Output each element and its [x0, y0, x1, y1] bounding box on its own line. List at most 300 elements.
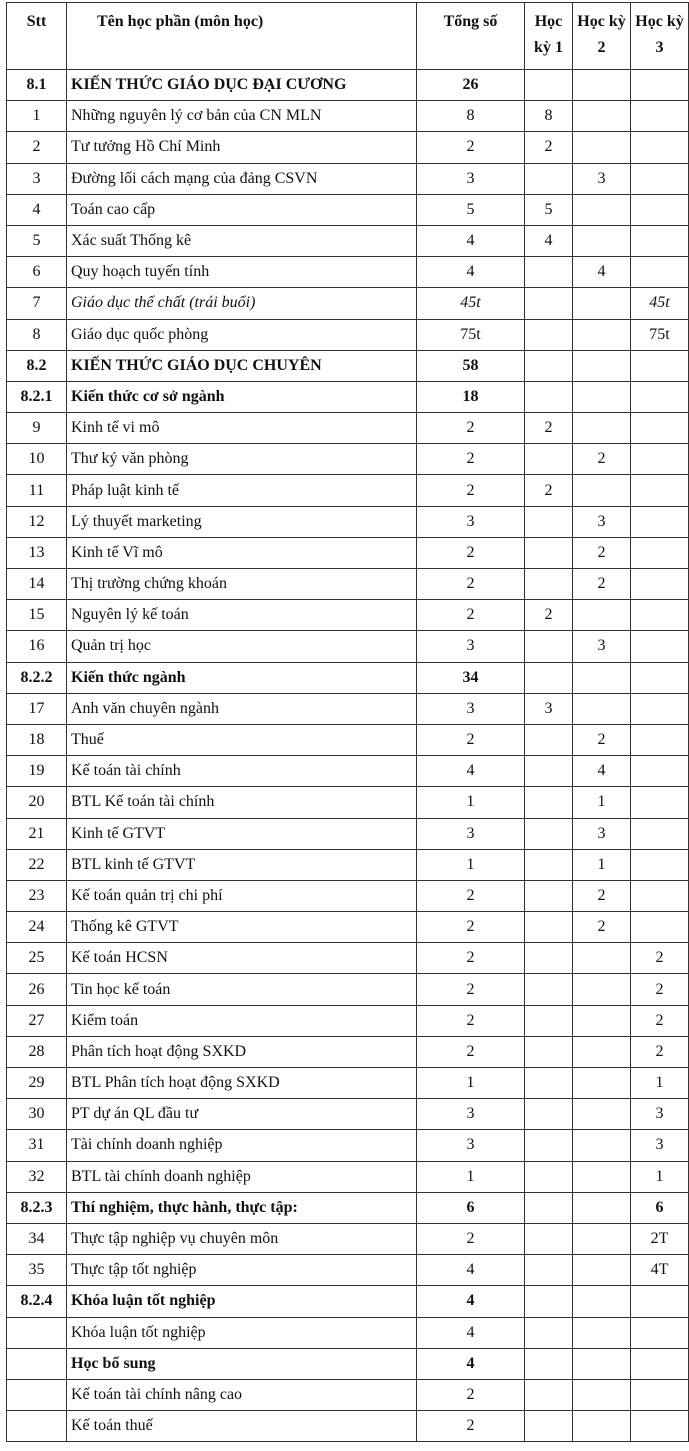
section-row	[7, 1348, 689, 1379]
cell-semester-1	[525, 1223, 573, 1254]
header-stt: Stt	[7, 3, 67, 70]
cell-semester-3: 2	[631, 974, 689, 1005]
cell-course-name: Kiến thức ngành	[67, 662, 417, 693]
cell-semester-1	[525, 631, 573, 662]
cell-total: 3	[417, 506, 525, 537]
cell-course-name: Thống kê GTVT	[67, 912, 417, 943]
cell-semester-2: 1	[573, 787, 631, 818]
cell-semester-1: 2	[525, 413, 573, 444]
cell-stt: 13	[7, 537, 67, 568]
cell-semester-1	[525, 662, 573, 693]
cell-course-name: Kế toán HCSN	[67, 943, 417, 974]
cell-course-name: Kinh tế vi mô	[67, 413, 417, 444]
section-row	[7, 381, 689, 412]
cell-semester-1: 5	[525, 194, 573, 225]
header-course-name: Tên học phần (môn học)	[67, 3, 417, 70]
cell-semester-1	[525, 288, 573, 319]
cell-semester-1	[525, 1411, 573, 1442]
cell-course-name: Xác suất Thống kê	[67, 225, 417, 256]
cell-course-name: Thực tập tốt nghiệp	[67, 1255, 417, 1286]
cell-course-name: Quản trị học	[67, 631, 417, 662]
section-row	[7, 1286, 689, 1317]
cell-semester-1	[525, 537, 573, 568]
cell-semester-2: 3	[573, 506, 631, 537]
cell-course-name: Kế toán thuế	[67, 1411, 417, 1442]
cell-course-name: Kế toán quản trị chi phí	[67, 880, 417, 911]
cell-stt: 22	[7, 849, 67, 880]
cell-semester-2	[573, 194, 631, 225]
table-row	[7, 1130, 689, 1161]
cell-stt: 12	[7, 506, 67, 537]
cell-total: 4	[417, 1348, 525, 1379]
cell-total: 1	[417, 849, 525, 880]
cell-semester-3	[631, 724, 689, 755]
section-row	[7, 350, 689, 381]
cell-total: 2	[417, 475, 525, 506]
cell-semester-1	[525, 880, 573, 911]
cell-course-name: BTL Kế toán tài chính	[67, 787, 417, 818]
cell-course-name: Pháp luật kinh tế	[67, 475, 417, 506]
section-row	[7, 70, 689, 101]
cell-total: 34	[417, 662, 525, 693]
cell-semester-2	[573, 413, 631, 444]
header-row	[7, 3, 689, 70]
cell-semester-1	[525, 724, 573, 755]
cell-stt: 21	[7, 818, 67, 849]
cell-semester-2	[573, 943, 631, 974]
cell-course-name: KIẾN THỨC GIÁO DỤC ĐẠI CƯƠNG	[67, 70, 417, 101]
cell-stt: 8.2.1	[7, 381, 67, 412]
table-row	[7, 631, 689, 662]
cell-semester-1	[525, 1161, 573, 1192]
cell-total: 2	[417, 569, 525, 600]
cell-semester-1	[525, 787, 573, 818]
cell-semester-3	[631, 475, 689, 506]
cell-semester-2	[573, 1379, 631, 1410]
cell-course-name: Giáo dục thể chất (trái buổi)	[67, 288, 417, 319]
cell-semester-2: 3	[573, 631, 631, 662]
curriculum-table	[6, 2, 689, 1442]
cell-semester-2: 2	[573, 537, 631, 568]
cell-semester-1	[525, 444, 573, 475]
cell-total: 2	[417, 1005, 525, 1036]
cell-stt: 6	[7, 257, 67, 288]
cell-semester-2: 2	[573, 724, 631, 755]
table-row	[7, 818, 689, 849]
cell-semester-2	[573, 70, 631, 101]
cell-total: 2	[417, 444, 525, 475]
cell-course-name: Kiến thức cơ sở ngành	[67, 381, 417, 412]
cell-semester-3	[631, 912, 689, 943]
cell-semester-1: 2	[525, 475, 573, 506]
cell-total: 2	[417, 912, 525, 943]
cell-semester-3: 2	[631, 943, 689, 974]
table-row	[7, 756, 689, 787]
cell-stt: 27	[7, 1005, 67, 1036]
cell-total: 2	[417, 880, 525, 911]
cell-semester-2	[573, 475, 631, 506]
cell-stt	[7, 1348, 67, 1379]
cell-total: 2	[417, 1411, 525, 1442]
cell-semester-2	[573, 974, 631, 1005]
cell-course-name: Thực tập nghiệp vụ chuyên môn	[67, 1223, 417, 1254]
table-row	[7, 257, 689, 288]
table-row	[7, 880, 689, 911]
cell-total: 2	[417, 943, 525, 974]
cell-total: 1	[417, 787, 525, 818]
cell-stt	[7, 1317, 67, 1348]
cell-semester-1	[525, 350, 573, 381]
cell-course-name: Kế toán tài chính nâng cao	[67, 1379, 417, 1410]
cell-course-name: Phân tích hoạt động SXKD	[67, 1036, 417, 1067]
cell-semester-3	[631, 132, 689, 163]
cell-total: 3	[417, 693, 525, 724]
cell-semester-2	[573, 1192, 631, 1223]
cell-semester-1	[525, 1379, 573, 1410]
cell-semester-2	[573, 350, 631, 381]
cell-total: 45t	[417, 288, 525, 319]
cell-semester-2: 2	[573, 569, 631, 600]
cell-stt: 8.2.3	[7, 1192, 67, 1223]
header-semester-2: Học kỳ 2	[573, 3, 631, 70]
cell-semester-3: 45t	[631, 288, 689, 319]
cell-semester-1	[525, 1036, 573, 1067]
cell-semester-3	[631, 70, 689, 101]
cell-semester-2	[573, 1348, 631, 1379]
cell-stt: 32	[7, 1161, 67, 1192]
section-row	[7, 1192, 689, 1223]
cell-stt: 8.2.4	[7, 1286, 67, 1317]
cell-semester-1	[525, 506, 573, 537]
cell-semester-3	[631, 537, 689, 568]
cell-total: 1	[417, 1068, 525, 1099]
table-row	[7, 194, 689, 225]
cell-stt: 30	[7, 1099, 67, 1130]
cell-total: 4	[417, 257, 525, 288]
cell-stt: 3	[7, 163, 67, 194]
cell-semester-2	[573, 600, 631, 631]
cell-semester-1	[525, 163, 573, 194]
cell-course-name: Khóa luận tốt nghiệp	[67, 1317, 417, 1348]
cell-semester-3	[631, 1317, 689, 1348]
cell-semester-3	[631, 600, 689, 631]
table-row	[7, 787, 689, 818]
cell-semester-1: 2	[525, 132, 573, 163]
table-row	[7, 475, 689, 506]
table-body	[7, 70, 689, 1442]
cell-course-name: Những nguyên lý cơ bản của CN MLN	[67, 101, 417, 132]
cell-semester-3	[631, 787, 689, 818]
cell-semester-1	[525, 1317, 573, 1348]
cell-semester-2: 3	[573, 818, 631, 849]
cell-course-name: Thị trường chứng khoán	[67, 569, 417, 600]
table-row	[7, 1317, 689, 1348]
cell-stt: 8.1	[7, 70, 67, 101]
cell-semester-2	[573, 1099, 631, 1130]
cell-semester-3	[631, 257, 689, 288]
cell-semester-2	[573, 1130, 631, 1161]
table-row	[7, 225, 689, 256]
cell-semester-3	[631, 662, 689, 693]
cell-semester-3: 1	[631, 1161, 689, 1192]
cell-semester-2	[573, 662, 631, 693]
cell-course-name: Đường lối cách mạng của đảng CSVN	[67, 163, 417, 194]
table-header	[7, 3, 689, 70]
cell-semester-3	[631, 413, 689, 444]
cell-stt: 29	[7, 1068, 67, 1099]
cell-semester-2	[573, 1255, 631, 1286]
cell-total: 3	[417, 163, 525, 194]
table-row	[7, 1161, 689, 1192]
table-row	[7, 537, 689, 568]
cell-stt: 23	[7, 880, 67, 911]
cell-course-name: Kiểm toán	[67, 1005, 417, 1036]
cell-semester-3: 3	[631, 1130, 689, 1161]
cell-stt: 15	[7, 600, 67, 631]
cell-stt: 26	[7, 974, 67, 1005]
cell-semester-3	[631, 101, 689, 132]
cell-semester-2	[573, 1223, 631, 1254]
cell-course-name: Kinh tế Vĩ mô	[67, 537, 417, 568]
cell-total: 1	[417, 1161, 525, 1192]
cell-stt: 20	[7, 787, 67, 818]
cell-stt: 17	[7, 693, 67, 724]
cell-total: 5	[417, 194, 525, 225]
cell-semester-1	[525, 1286, 573, 1317]
cell-course-name: BTL Phân tích hoạt động SXKD	[67, 1068, 417, 1099]
cell-total: 4	[417, 225, 525, 256]
cell-total: 2	[417, 724, 525, 755]
cell-semester-2: 2	[573, 880, 631, 911]
cell-semester-2	[573, 381, 631, 412]
cell-semester-3: 1	[631, 1068, 689, 1099]
cell-stt: 24	[7, 912, 67, 943]
cell-semester-3	[631, 693, 689, 724]
table-row	[7, 413, 689, 444]
cell-total: 6	[417, 1192, 525, 1223]
cell-semester-1	[525, 849, 573, 880]
table-row	[7, 1255, 689, 1286]
cell-semester-3	[631, 631, 689, 662]
cell-semester-3	[631, 1348, 689, 1379]
table-row	[7, 600, 689, 631]
cell-total: 3	[417, 631, 525, 662]
cell-course-name: Anh văn chuyên ngành	[67, 693, 417, 724]
cell-semester-3: 2T	[631, 1223, 689, 1254]
cell-total: 3	[417, 1099, 525, 1130]
cell-stt: 4	[7, 194, 67, 225]
cell-course-name: Kế toán tài chính	[67, 756, 417, 787]
table-row	[7, 693, 689, 724]
cell-stt: 8.2.2	[7, 662, 67, 693]
table-row	[7, 569, 689, 600]
table-row	[7, 319, 689, 350]
table-row	[7, 506, 689, 537]
cell-semester-3	[631, 569, 689, 600]
cell-course-name: BTL tài chính doanh nghiệp	[67, 1161, 417, 1192]
cell-semester-3: 3	[631, 1099, 689, 1130]
cell-semester-1	[525, 569, 573, 600]
cell-semester-2	[573, 101, 631, 132]
table-row	[7, 943, 689, 974]
cell-semester-3	[631, 1286, 689, 1317]
cell-course-name: Thư ký văn phòng	[67, 444, 417, 475]
cell-course-name: Giáo dục quốc phòng	[67, 319, 417, 350]
cell-semester-3: 2	[631, 1036, 689, 1067]
cell-stt: 2	[7, 132, 67, 163]
cell-total: 4	[417, 1317, 525, 1348]
cell-stt: 9	[7, 413, 67, 444]
cell-semester-2: 1	[573, 849, 631, 880]
table-row	[7, 101, 689, 132]
cell-semester-3	[631, 163, 689, 194]
cell-semester-2	[573, 1286, 631, 1317]
cell-total: 2	[417, 413, 525, 444]
cell-semester-2	[573, 1036, 631, 1067]
cell-stt: 5	[7, 225, 67, 256]
header-semester-1: Học kỳ 1	[525, 3, 573, 70]
table-row	[7, 724, 689, 755]
cell-semester-1: 3	[525, 693, 573, 724]
cell-semester-3	[631, 506, 689, 537]
cell-semester-3: 6	[631, 1192, 689, 1223]
cell-stt: 8.2	[7, 350, 67, 381]
cell-semester-1	[525, 70, 573, 101]
cell-semester-2	[573, 132, 631, 163]
cell-semester-2: 4	[573, 257, 631, 288]
cell-total: 2	[417, 1036, 525, 1067]
cell-semester-3: 4T	[631, 1255, 689, 1286]
cell-semester-1	[525, 1255, 573, 1286]
table-row	[7, 163, 689, 194]
cell-stt: 10	[7, 444, 67, 475]
header-semester-3: Học kỳ 3	[631, 3, 689, 70]
cell-stt: 34	[7, 1223, 67, 1254]
cell-total: 2	[417, 537, 525, 568]
cell-total: 2	[417, 1223, 525, 1254]
cell-semester-3	[631, 818, 689, 849]
table-row	[7, 288, 689, 319]
cell-course-name: Thuế	[67, 724, 417, 755]
cell-total: 2	[417, 1379, 525, 1410]
cell-stt	[7, 1379, 67, 1410]
cell-semester-2	[573, 693, 631, 724]
cell-semester-1	[525, 756, 573, 787]
cell-semester-3	[631, 1379, 689, 1410]
cell-total: 3	[417, 1130, 525, 1161]
cell-semester-3	[631, 350, 689, 381]
cell-semester-2	[573, 1005, 631, 1036]
cell-course-name: Tin học kế toán	[67, 974, 417, 1005]
table-row	[7, 1099, 689, 1130]
cell-semester-1	[525, 912, 573, 943]
cell-course-name: BTL kinh tế GTVT	[67, 849, 417, 880]
cell-semester-1	[525, 381, 573, 412]
cell-semester-1	[525, 974, 573, 1005]
cell-semester-2	[573, 225, 631, 256]
cell-total: 4	[417, 1286, 525, 1317]
cell-semester-1	[525, 319, 573, 350]
cell-stt: 14	[7, 569, 67, 600]
cell-stt: 16	[7, 631, 67, 662]
cell-course-name: PT dự án QL đầu tư	[67, 1099, 417, 1130]
cell-semester-2: 2	[573, 444, 631, 475]
cell-semester-3	[631, 381, 689, 412]
cell-course-name: Nguyên lý kế toán	[67, 600, 417, 631]
table-row	[7, 1068, 689, 1099]
cell-course-name: Khóa luận tốt nghiệp	[67, 1286, 417, 1317]
cell-course-name: Toán cao cấp	[67, 194, 417, 225]
cell-semester-3	[631, 1411, 689, 1442]
cell-semester-1	[525, 257, 573, 288]
cell-course-name: Thí nghiệm, thực hành, thực tập:	[67, 1192, 417, 1223]
cell-semester-1	[525, 1068, 573, 1099]
cell-course-name: KIẾN THỨC GIÁO DỤC CHUYÊN	[67, 350, 417, 381]
cell-semester-3	[631, 225, 689, 256]
cell-stt: 25	[7, 943, 67, 974]
cell-semester-1	[525, 1099, 573, 1130]
cell-total: 3	[417, 818, 525, 849]
cell-semester-1	[525, 1348, 573, 1379]
table-row	[7, 849, 689, 880]
cell-semester-2	[573, 1068, 631, 1099]
cell-semester-2: 3	[573, 163, 631, 194]
cell-stt: 28	[7, 1036, 67, 1067]
cell-semester-2	[573, 1161, 631, 1192]
table-row	[7, 1379, 689, 1410]
cell-total: 2	[417, 600, 525, 631]
cell-semester-3: 75t	[631, 319, 689, 350]
cell-semester-1	[525, 818, 573, 849]
cell-semester-2	[573, 1317, 631, 1348]
cell-course-name: Tài chính doanh nghiệp	[67, 1130, 417, 1161]
cell-semester-2	[573, 319, 631, 350]
cell-semester-2	[573, 288, 631, 319]
cell-course-name: Quy hoạch tuyến tính	[67, 257, 417, 288]
cell-semester-2: 2	[573, 912, 631, 943]
cell-course-name: Kinh tế GTVT	[67, 818, 417, 849]
cell-total: 2	[417, 132, 525, 163]
table-row	[7, 974, 689, 1005]
cell-semester-1	[525, 1005, 573, 1036]
cell-semester-2: 4	[573, 756, 631, 787]
cell-total: 2	[417, 974, 525, 1005]
cell-semester-1	[525, 1130, 573, 1161]
table-row	[7, 1036, 689, 1067]
cell-stt: 11	[7, 475, 67, 506]
cell-stt: 31	[7, 1130, 67, 1161]
cell-stt: 7	[7, 288, 67, 319]
table-row	[7, 132, 689, 163]
cell-semester-1: 4	[525, 225, 573, 256]
cell-stt: 1	[7, 101, 67, 132]
cell-course-name: Lý thuyết marketing	[67, 506, 417, 537]
cell-semester-1: 8	[525, 101, 573, 132]
table-row	[7, 1411, 689, 1442]
cell-stt	[7, 1411, 67, 1442]
cell-total: 8	[417, 101, 525, 132]
cell-stt: 8	[7, 319, 67, 350]
cell-semester-1	[525, 943, 573, 974]
table-row	[7, 912, 689, 943]
cell-semester-3	[631, 849, 689, 880]
cell-total: 4	[417, 1255, 525, 1286]
cell-semester-3	[631, 880, 689, 911]
cell-semester-3	[631, 444, 689, 475]
cell-total: 58	[417, 350, 525, 381]
cell-semester-2	[573, 1411, 631, 1442]
cell-semester-3: 2	[631, 1005, 689, 1036]
